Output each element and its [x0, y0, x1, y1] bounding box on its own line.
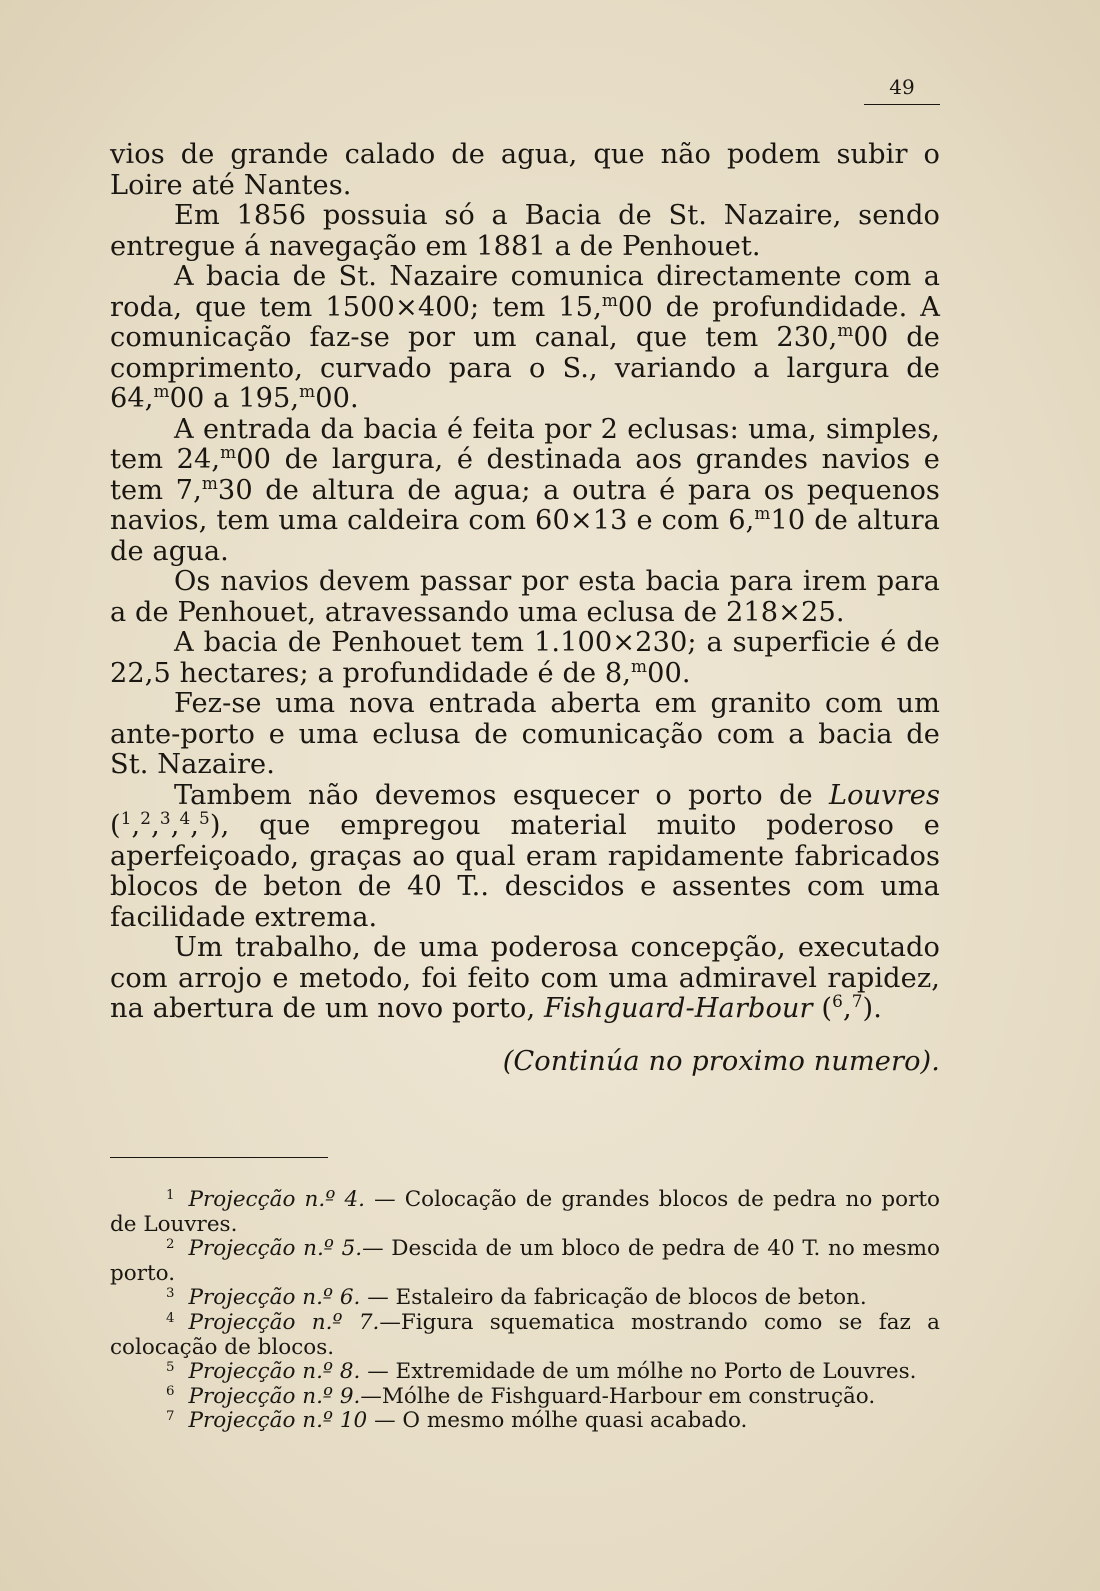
footnote-ref: 1 — [120, 807, 132, 828]
footnote: $^3$ Projecção n.º 6. — Estaleiro da fabricação de blocos de beton. — [166, 1285, 867, 1311]
footnote: $^1$ Projecção n.º 4. — Colocação de grandes blocos de pedra no porto de Louvres. — [110, 1187, 940, 1237]
place-name: Fishguard-Harbour — [544, 993, 813, 1024]
paragraph: Um trabalho, de uma poderosa concepção, executado com arrojo e metodo, foi feito com uma admiravel rapidez, na abertura de um novo porto, Fishguard-Harbour ($^6$,$^7$). — [110, 932, 940, 1024]
footnote: $^6$ Projecção n.º 9.—Mólhe de Fishguard-Harbour em construção. — [166, 1383, 876, 1409]
footnote-mark: 6 — [166, 1384, 175, 1400]
meter-unit: m — [201, 472, 218, 493]
body-text — [110, 140, 940, 1077]
meter-unit: m — [837, 319, 854, 340]
meter-unit: m — [631, 655, 648, 676]
footnote-ref: 3 — [159, 807, 171, 828]
continuation-note: (Continúa no proximo numero). — [502, 1045, 940, 1077]
meter-unit: m — [754, 502, 771, 523]
footnote-rule — [110, 1157, 328, 1158]
footnote-ref: 4 — [179, 807, 191, 828]
meter-unit: m — [220, 441, 237, 462]
meter-unit: m — [153, 380, 170, 401]
footnote-mark: 3 — [166, 1286, 175, 1302]
footnote-mark: 7 — [166, 1409, 175, 1425]
meter-unit: m — [299, 380, 316, 401]
paragraph: A entrada da bacia é feita por 2 eclusas: uma, simples, tem 24,$^m$00 de largura, é destinada aos grandes navios e tem 7,$^m$30 de altura de agua; a outra é para os pequenos navios, tem uma caldeira com 60×13 e com 6,$^m$10 de altura de agua. — [110, 413, 940, 567]
paragraph: Fez-se uma nova entrada aberta em granito com um ante-porto e uma eclusa de comunicação com a bacia de St. Nazaire. — [110, 688, 940, 780]
footnote: $^5$ Projecção n.º 8. — Extremidade de um mólhe no Porto de Louvres. — [166, 1359, 917, 1385]
page-number: 49 — [889, 75, 915, 99]
footnote-ref: 5 — [199, 807, 210, 828]
place-name: Louvres — [828, 779, 940, 811]
footnote-mark: 5 — [166, 1359, 175, 1375]
paragraph: A bacia de Penhouet tem 1.100×230; a superficie é de 22,5 hectares; a profundidade é de 8,$^m$00. — [110, 627, 940, 689]
header-rule — [864, 104, 940, 105]
footnote-ref: 7 — [851, 990, 863, 1011]
footnote-ref: 2 — [140, 807, 152, 828]
footnote-mark: 1 — [166, 1187, 175, 1203]
meter-unit: m — [601, 289, 618, 310]
paragraph: A bacia de St. Nazaire comunica directamente com a roda, que tem 1500×400; tem 15,$^m$00 de profundidade. A comunicação faz-se por um canal, que tem 230,$^m$00 de comprimento, curvado para o S., variando a largura de 64,$^m$00 a 195,$^m$00. — [110, 261, 940, 414]
footnote: $^2$ Projecção n.º 5.— Descida de um bloco de pedra de 40 T. no mesmo porto. — [110, 1236, 940, 1286]
footnote-ref: Projecção n.º 5. — [188, 1236, 363, 1262]
footnote-mark: 2 — [166, 1236, 175, 1252]
footnote: $^4$ Projecção n.º 7.—Figura squematica mostrando como se faz a colocação de blocos. — [110, 1309, 940, 1360]
footnote-ref: Projecção n.º 10 — [188, 1408, 368, 1434]
paragraph: Em 1856 possuia só a Bacia de St. Nazaire, sendo entregue á navegação em 1881 a de Penhouet. — [110, 200, 940, 262]
footnote-ref: Projecção n.º 6. — [188, 1285, 361, 1311]
footnote-mark: 4 — [166, 1310, 175, 1326]
paragraph: vios de grande calado de agua, que não podem subir o Loire até Nantes. — [110, 139, 940, 201]
footnote-ref: Projecção n.º 7. — [188, 1309, 380, 1335]
footnote-ref: 6 — [832, 990, 843, 1011]
footnotes — [110, 1188, 940, 1434]
footnote-ref: Projecção n.º 4. — [188, 1187, 365, 1212]
page-header — [864, 74, 940, 105]
footnote-ref: Projecção n.º 8. — [188, 1359, 361, 1385]
footnote: $^7$ Projecção n.º 10 — O mesmo mólhe quasi acabado. — [166, 1408, 748, 1434]
paragraph: Tambem não devemos esquecer o porto de Louvres ($^1$,$^2$,$^3$,$^4$,$^5$), que empregou material muito poderoso e aperfeiçoado, graças ao qual eram rapidamente fabricados blocos de beton de 40 T.. descidos e assentes com uma facilidade extrema. — [110, 779, 940, 933]
paragraph: Os navios devem passar por esta bacia para irem para a de Penhouet, atravessando uma eclusa de 218×25. — [110, 566, 940, 628]
footnote-ref: Projecção n.º 9. — [188, 1383, 361, 1409]
